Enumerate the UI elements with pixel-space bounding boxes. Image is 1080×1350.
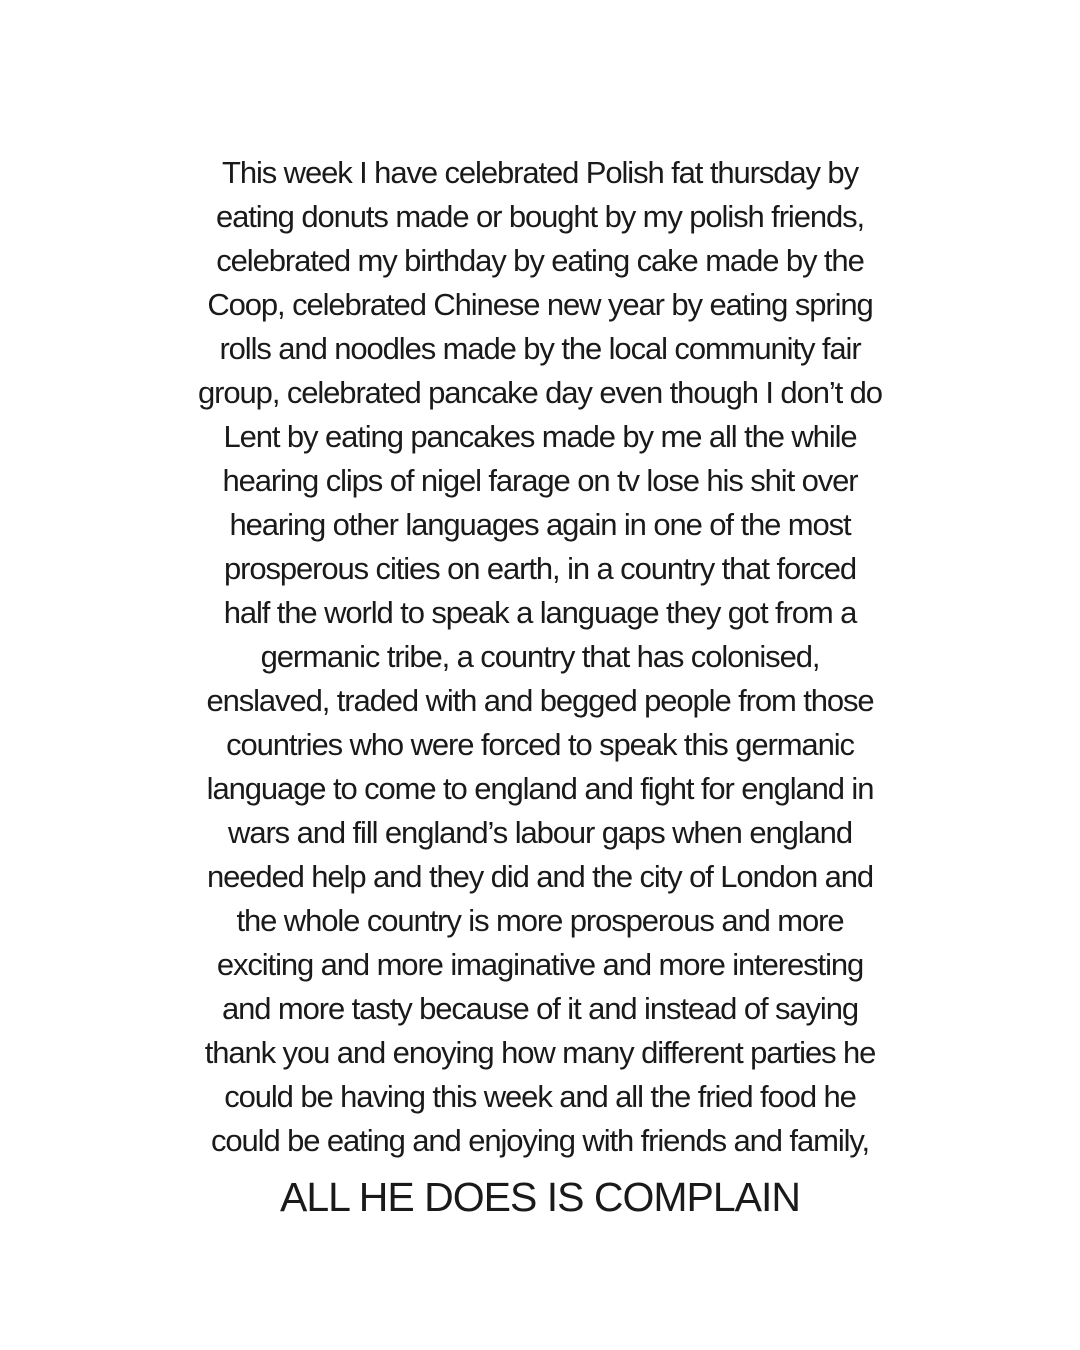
body-line: enslaved, traded with and begged people from those: [206, 683, 874, 718]
body-line: could be having this week and all the fried food he: [224, 1079, 856, 1114]
body-line: group, celebrated pancake day even though I don’t do: [198, 375, 882, 410]
body-line: Coop, celebrated Chinese new year by eating spring: [207, 287, 873, 322]
body-line: exciting and more imaginative and more interesting: [216, 947, 864, 982]
body-line: Lent by eating pancakes made by me all the while: [223, 419, 857, 454]
body-line: This week I have celebrated Polish fat thursday by: [222, 155, 858, 190]
body-line: wars and fill england’s labour gaps when england: [228, 815, 852, 850]
body-text: [150, 151, 930, 1223]
body-line: needed help and they did and the city of London and: [206, 859, 874, 894]
body-line: hearing other languages again in one of the most: [229, 507, 851, 542]
body-line: germanic tribe, a country that has colonised,: [260, 639, 820, 674]
body-line: language to come to england and fight for england in: [206, 771, 874, 806]
body-line: and more tasty because of it and instead of saying: [221, 991, 859, 1026]
body-line: thank you and enoying how many different parties he: [204, 1035, 876, 1070]
body-line: eating donuts made or bought by my polish friends,: [215, 199, 865, 234]
body-line: could be eating and enjoying with friends and family,: [210, 1123, 869, 1158]
body-line: prosperous cities on earth, in a country that forced: [223, 551, 857, 586]
closing-headline: ALL HE DOES IS COMPLAIN: [279, 1174, 801, 1220]
body-line: the whole country is more prosperous and more: [236, 903, 844, 938]
body-line: hearing clips of nigel farage on tv lose his shit over: [222, 463, 858, 498]
body-line: half the world to speak a language they got from a: [223, 595, 857, 630]
body-line: celebrated my birthday by eating cake made by the: [216, 243, 864, 278]
body-line: countries who were forced to speak this germanic: [226, 727, 854, 762]
body-line: rolls and noodles made by the local community fair: [219, 331, 861, 366]
